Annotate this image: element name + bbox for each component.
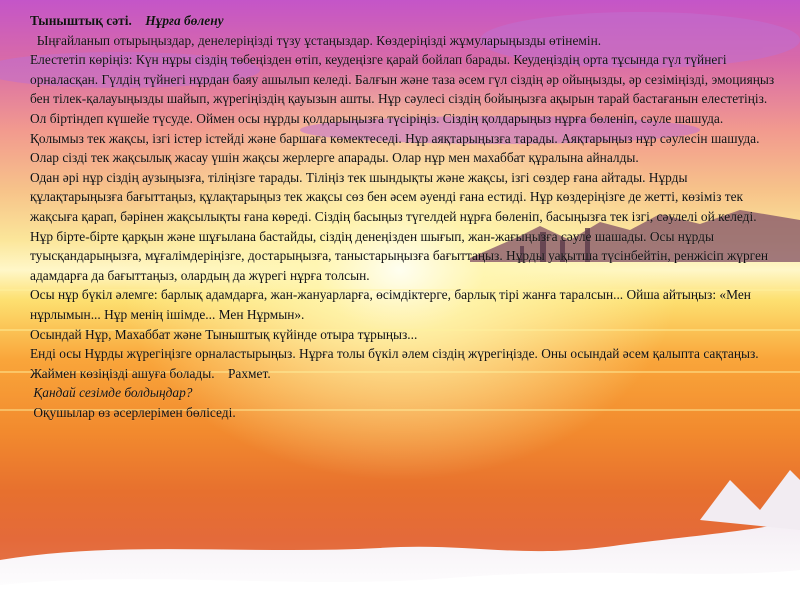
question-line: Қандай сезімде болдыңдар? bbox=[30, 385, 193, 401]
paragraph: Нұр бірте-бірте қарқын және шұғылана бастайды, сіздің денеңізден шығып, жан-жағыңызға сәуле шашады. Осы нұрды туысқандарыңызға, мұғалімдеріңізге, достарыңызға, таныстарыңызға бағыттаңыз. Нұрды уақытша түсінбейтін, ренжісіп жүрген адамдарға да бағыттаңыз, олардың да жүрегі нұрға толсын. bbox=[30, 228, 769, 283]
paragraph: Енді осы Нұрды жүрегіңізге орналастырыңыз. Нұрға толы бүкіл әлем сіздің жүрегіңізде. Оны осындай әсем қалыпта сақтаңыз. bbox=[30, 346, 759, 362]
paragraph: Ыңғайланып отырыңыздар, денелеріңізді түзу ұстаңыздар. Көздеріңізді жұмуларыңызды өтінемін. bbox=[30, 32, 602, 48]
paragraph: Одан әрі нұр сіздің аузыңызға, тіліңізге тарады. Тіліңіз тек шындықты және жақсы, ізгі сөздер ғана айтады. Нұрды құлақтарыңызға бағыттаңыз, құлақтарыңыз тек жақсы сөз бен әсем әуенді ғана естиді. Нұр көздеріңізге де жетті, көзіміз тек жақсыға қарап, бәрінен жақсылықты ғана көреді. Сіздің басыңыз түгелдей нұрға бөленіп, басыңызға тек ізгі, сәулелі ой келеді. bbox=[30, 169, 757, 224]
paragraph: Осындай Нұр, Махаббат және Тыныштық күйінде отыра тұрыңыз... bbox=[30, 326, 418, 342]
document-body bbox=[30, 11, 775, 422]
closing-line: Оқушылар өз әсерлерімен бөліседі. bbox=[30, 404, 236, 420]
heading-label: Тыныштық сәті. bbox=[30, 13, 132, 28]
heading-line bbox=[30, 11, 775, 31]
paragraph: Елестетіп көріңіз: Күн нұры сіздің төбеңізден өтіп, кеудеңізге қарай бойлап барады. Кеудеңіздің орта тұсында гүл түйнегі орналасқан. Гүлдің түйнегі нұрдан баяу ашылып келеді. Балғын және таза әсем гүл сіздің әр ойыңызды, әр сезіміңізді, эмоцияңыз бен тілек-қалауыңызды шайып, жүрегіңіздің қауызын ашты. Нұр сәулесі сіздің бойыңызға ақырын тарай бастағанын елестетіңіз. Ол біртіндеп күшейе түсуде. Оймен осы нұрды қолдарыңызға түсіріңіз. Сіздің қолдарыңыз нұрға бөленіп, сәуле шашуда. Қолымыз тек жақсы, ізгі істер істейді және баршаға көмектеседі. Нұр аяқтарыңызға тарады. Аяқтарыңыз нұр сәулесін шашуда. Олар сізді тек жақсылық жасау үшін жақсы жерлерге апарады. Олар нұр мен махаббат құралына айналды. bbox=[30, 52, 775, 166]
paragraph: Жаймен көзіңізді ашуға болады. Рахмет. bbox=[30, 365, 271, 381]
paragraph: Осы нұр бүкіл әлемге: барлық адамдарға, жан-жануарларға, өсімдіктерге, барлық тірі жанға таралсын... Ойша айтыңыз: «Мен нұрлымын... Нұр менің ішімде... Мен Нұрмын». bbox=[30, 287, 751, 322]
heading-subtitle: Нұрға бөлену bbox=[145, 13, 224, 28]
